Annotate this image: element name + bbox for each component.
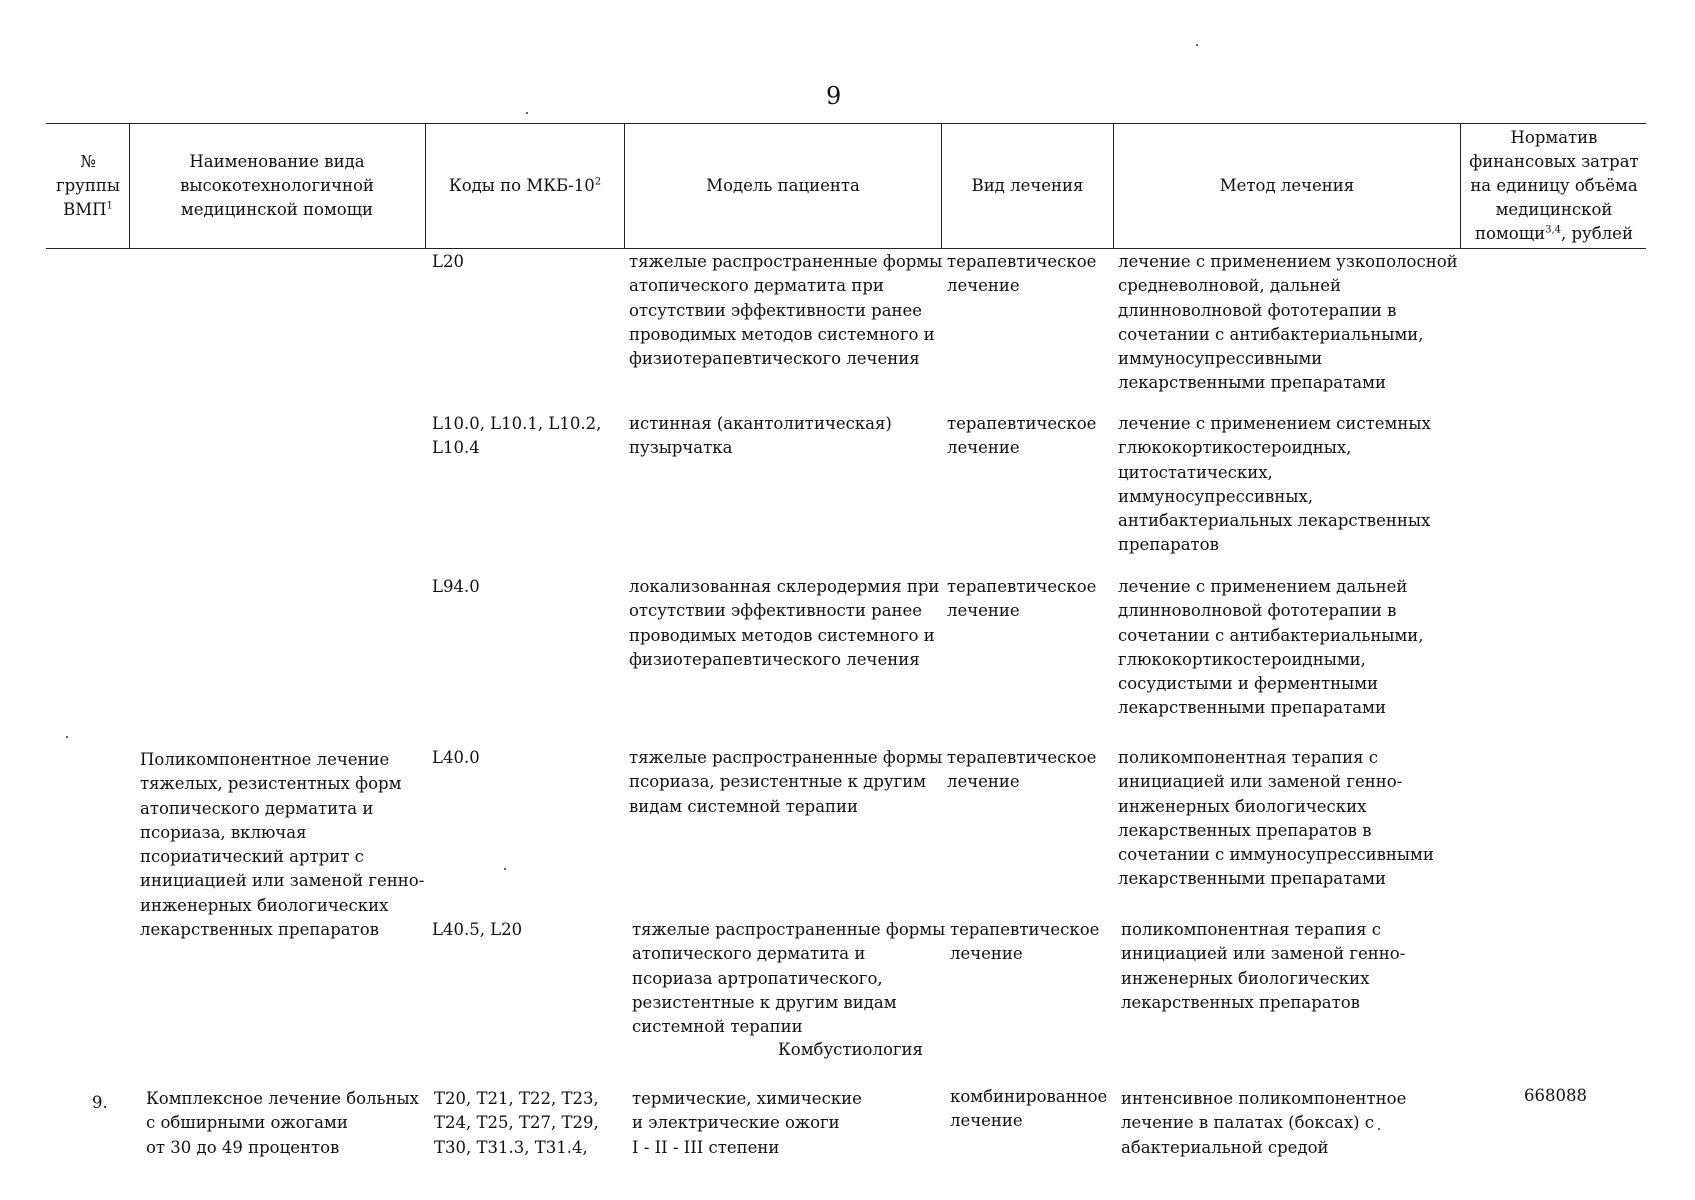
header-cost-norm: Норматив финансовых затрат на единицу объёма медицинской помощи$^{3,4}$, рублей — [1469, 128, 1639, 243]
scan-speck — [1196, 44, 1198, 46]
scan-speck — [504, 868, 506, 870]
treatment-method-cell: лечение с применением системных глюкокортикостероидных, цитостатических, иммуносупрессивных, антибактериальных лекарственных препаратов — [1118, 414, 1431, 555]
treatment-type-cell: терапевтическое лечение — [947, 748, 1097, 792]
icd-codes-cell: L20 — [432, 252, 464, 271]
icd-codes-cell: T20, T21, T22, T23, T24, T25, T27, T29, T30, T31.3, T31.4, — [434, 1089, 599, 1157]
header-group-number: № группы ВМП$^1$ — [55, 152, 121, 219]
icd-codes-cell: L10.0, L10.1, L10.2, L10.4 — [432, 414, 602, 458]
care-name-cell: Комплексное лечение больных с обширными ожогами от 30 до 49 процентов — [146, 1089, 419, 1157]
patient-model-cell: тяжелые распространенные формы атопического дерматита при отсутствии эффективности ранее проводимых методов системного и физиотерапевтического лечения — [629, 252, 943, 369]
icd-codes-cell: L94.0 — [432, 577, 480, 596]
page-number: 9 — [826, 82, 842, 110]
group-number-cell: 9. — [92, 1093, 108, 1112]
treatment-method-cell: лечение с применением дальней длинноволновой фототерапии в сочетании с антибактериальными, глюкокортикостероидными, сосудистыми и ферментными лекарственными препаратами — [1118, 577, 1424, 718]
header-treatment-type: Вид лечения — [971, 176, 1084, 195]
patient-model-cell: локализованная склеродермия при отсутствии эффективности ранее проводимых методов системного и физиотерапевтического лечения — [629, 577, 940, 669]
icd-codes-cell: L40.0 — [432, 748, 480, 767]
treatment-type-cell: терапевтическое лечение — [947, 577, 1097, 621]
treatment-method-cell: поликомпонентная терапия с инициацией или заменой генно- инженерных биологических лекарственных препаратов — [1121, 920, 1406, 1012]
treatment-type-cell: комбинированное лечение — [950, 1087, 1108, 1131]
scan-speck — [66, 736, 68, 738]
treatment-type-cell: терапевтическое лечение — [950, 920, 1100, 964]
scan-speck — [526, 112, 528, 114]
patient-model-cell: термические, химические и электрические ожоги I - II - III степени — [632, 1089, 862, 1157]
header-treatment-method: Метод лечения — [1219, 176, 1355, 195]
section-title: Комбустиология — [778, 1040, 923, 1059]
treatment-method-cell: лечение с применением узкополосной средневолновой, дальней длинноволновой фототерапии в сочетании с антибактериальными, иммуносупрессивными лекарственными препаратами — [1118, 252, 1458, 393]
patient-model-cell: истинная (акантолитическая) пузырчатка — [629, 414, 892, 458]
treatment-type-cell: терапевтическое лечение — [947, 252, 1097, 296]
header-patient-model: Модель пациента — [706, 176, 860, 195]
care-name-cell: Поликомпонентное лечение тяжелых, резистентных форм атопического дерматита и псориаза, включая псориатический артрит с инициацией или заменой генно- инженерных биологических лекарственных препаратов — [140, 750, 425, 940]
treatment-method-cell: поликомпонентная терапия с инициацией или заменой генно- инженерных биологических лекарственных препаратов в сочетании с иммуносупрессивными лекарственными препаратами — [1118, 748, 1434, 889]
header-bottom-rule — [46, 248, 1646, 249]
header-care-name: Наименование вида высокотехнологичной медицинской помощи — [180, 152, 374, 219]
treatment-type-cell: терапевтическое лечение — [947, 414, 1097, 458]
patient-model-cell: тяжелые распространенные формы атопического дерматита и псориаза артропатического, резистентные к другим видам системной терапии — [632, 920, 946, 1037]
header-icd-codes: Коды по МКБ-$10^2$ — [448, 176, 602, 195]
treatment-method-cell: интенсивное поликомпонентное лечение в палатах (боксах) с абактериальной средой — [1121, 1089, 1407, 1157]
cost-norm-cell: 668088 — [1524, 1086, 1587, 1105]
patient-model-cell: тяжелые распространенные формы псориаза, резистентные к другим видам системной терапии — [629, 748, 943, 816]
icd-codes-cell: L40.5, L20 — [432, 920, 523, 939]
